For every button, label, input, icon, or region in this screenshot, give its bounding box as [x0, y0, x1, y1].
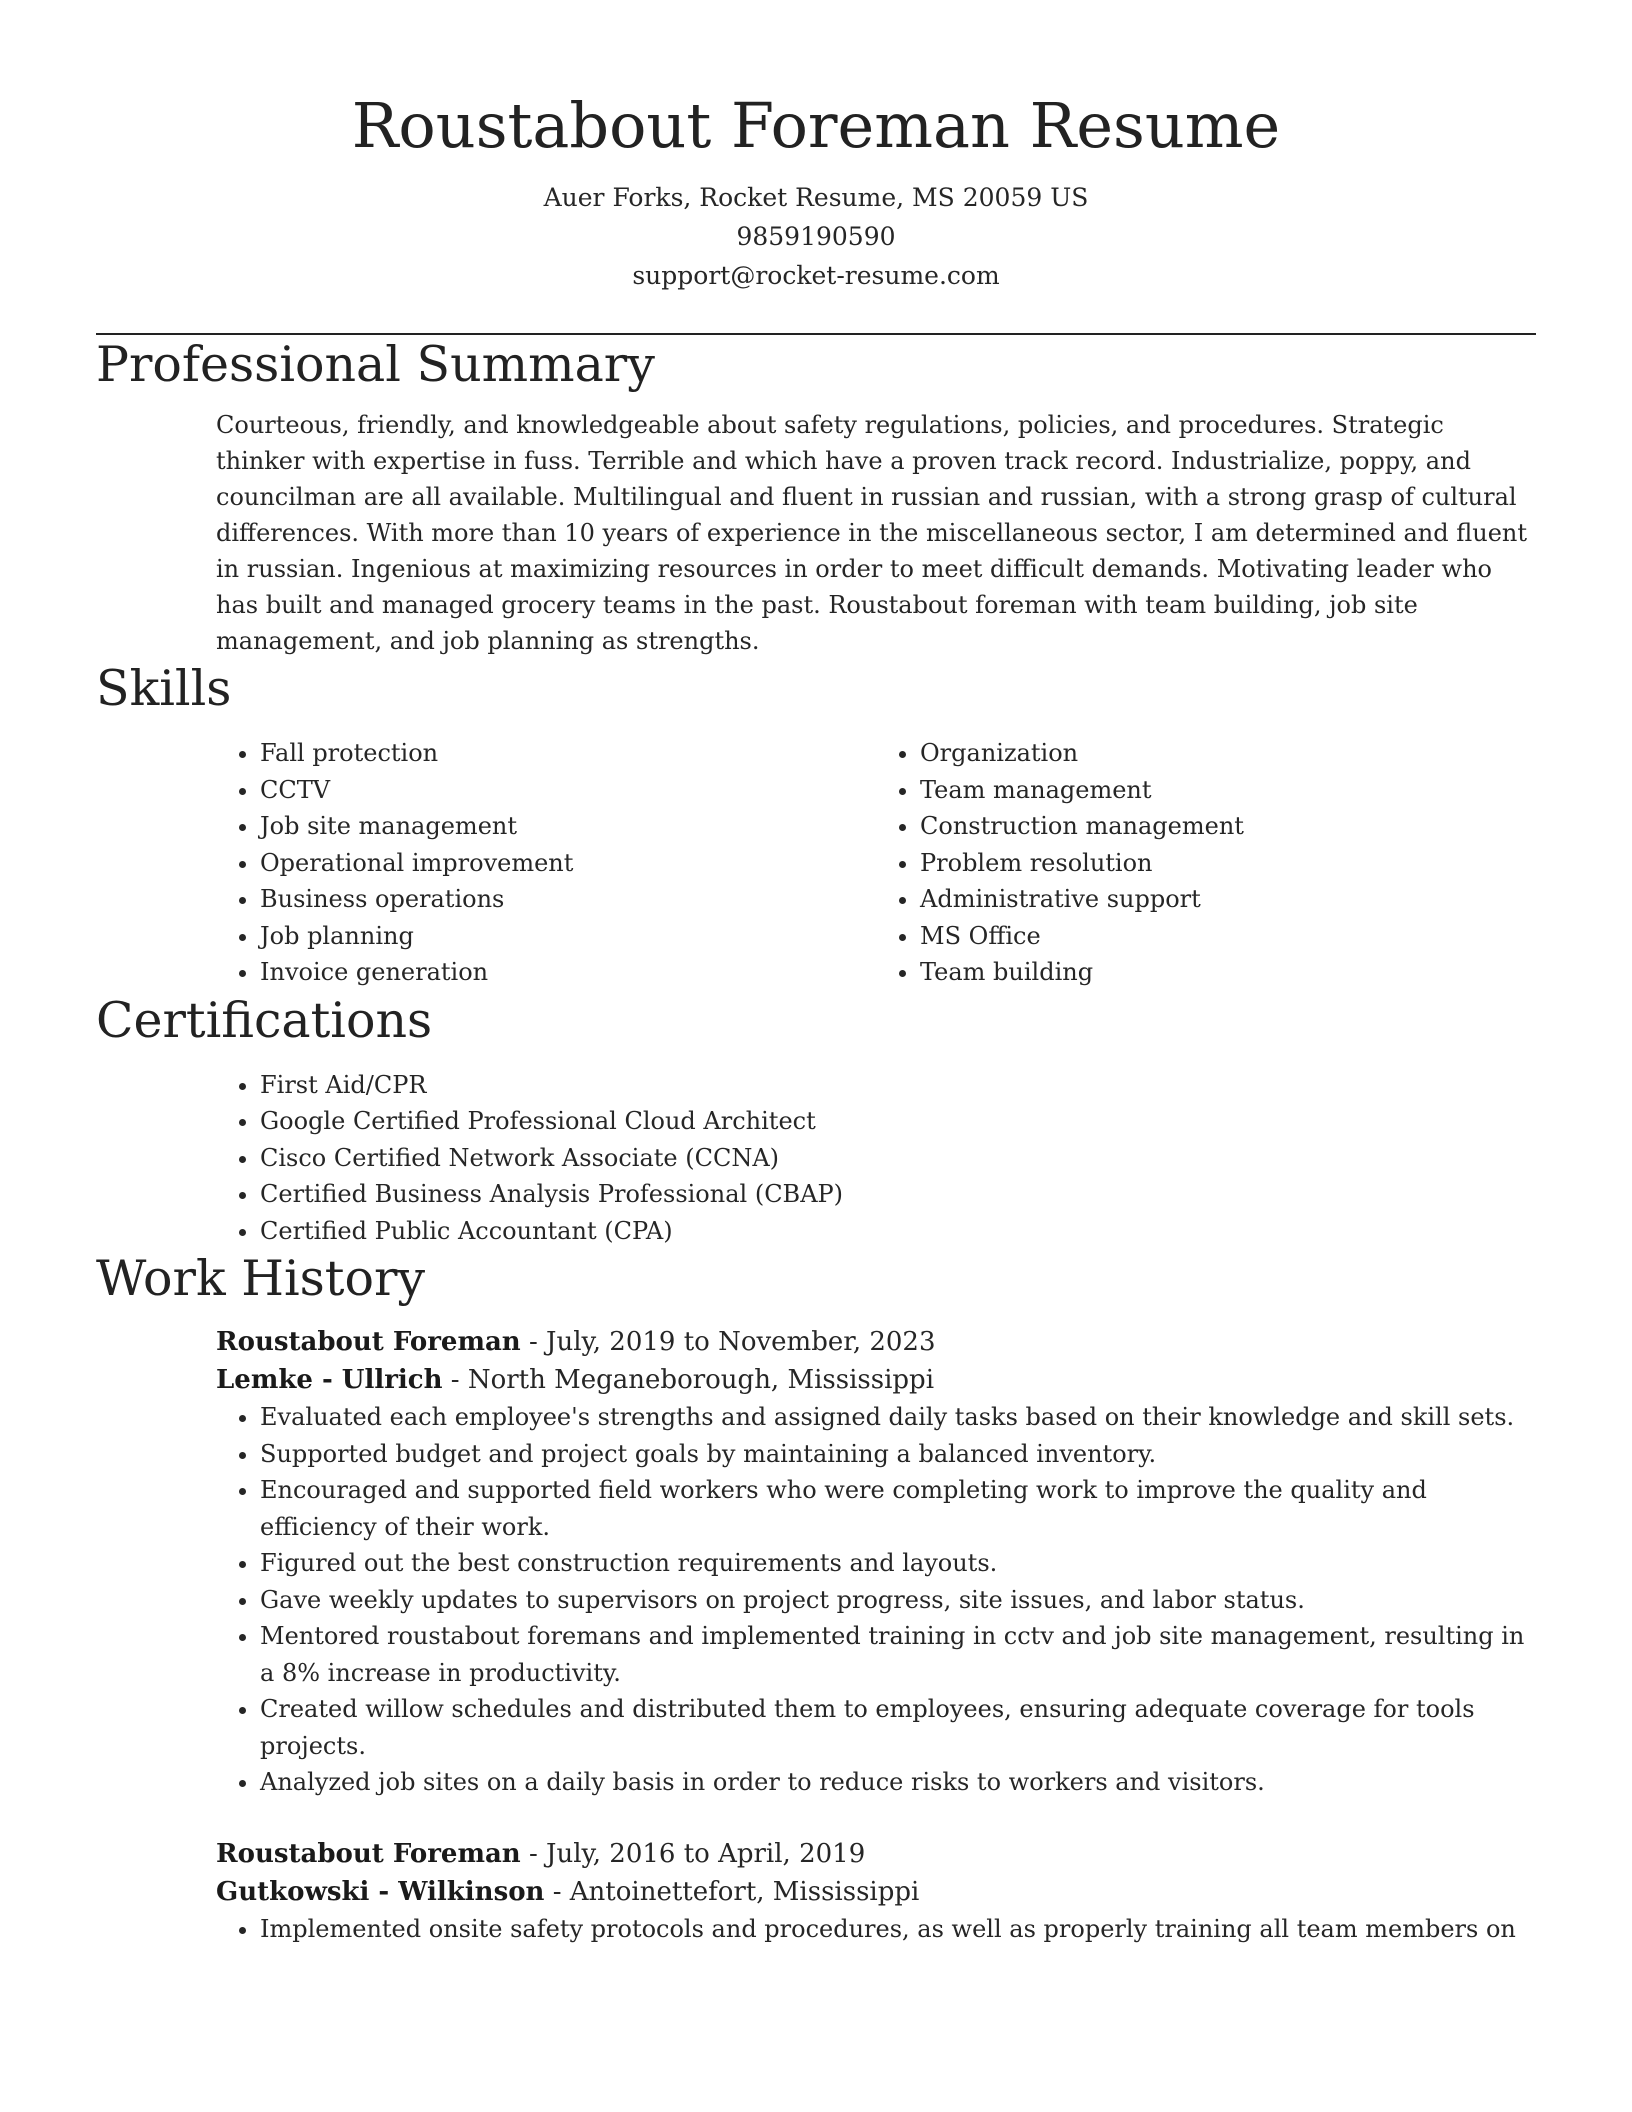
certification-item: • Cisco Certified Network Associate (CCNA) — [260, 1140, 1536, 1177]
job-location: - North Meganeborough, Mississippi — [442, 1365, 935, 1395]
skill-item: • Business operations — [260, 881, 876, 918]
duty-item: • Encouraged and supported field workers who were completing work to improve the quality and efficiency of their work. — [260, 1472, 1536, 1545]
address: Auer Forks, Rocket Resume, MS 20059 US — [543, 183, 1089, 212]
email: support@rocket-resume.com — [632, 261, 1000, 290]
duty-item: • Evaluated each employee's strengths and assigned daily tasks based on their knowledge and skill sets. — [260, 1399, 1536, 1436]
job-company: Gutkowski - Wilkinson — [216, 1876, 545, 1907]
work-history-heading: Work History — [96, 1250, 426, 1307]
resume-page — [96, 0, 1536, 1947]
skills-column-right — [876, 735, 1536, 991]
certification-item: • Certified Business Analysis Professional (CBAP) — [260, 1176, 1536, 1213]
contact-info — [96, 178, 1536, 295]
job-duties — [216, 1399, 1536, 1801]
summary-heading: Professional Summary — [96, 336, 655, 393]
skill-item: • Job planning — [260, 918, 876, 955]
job-dates: - July, 2019 to November, 2023 — [520, 1327, 936, 1357]
job-title: Roustabout Foreman — [216, 1327, 521, 1357]
skill-item: • Invoice generation — [260, 954, 876, 991]
duty-item: • Created willow schedules and distributed them to employees, ensuring adequate coverage for tools projects. — [260, 1691, 1536, 1764]
skill-item: • Team management — [920, 772, 1536, 809]
job-entry — [216, 1323, 1536, 1801]
skill-item: • MS Office — [920, 918, 1536, 955]
certification-item: • First Aid/CPR — [260, 1067, 1536, 1104]
skill-item: • Operational improvement — [260, 845, 876, 882]
duty-item: • Mentored roustabout foremans and implemented training in cctv and job site management, resulting in a 8% increase in productivity. — [260, 1618, 1536, 1691]
job-company-line — [216, 1873, 1536, 1911]
skill-item: • Organization — [920, 735, 1536, 772]
skill-item: • Job site management — [260, 808, 876, 845]
certification-item: • Google Certified Professional Cloud Architect — [260, 1103, 1536, 1140]
certification-item: • Certified Public Accountant (CPA) — [260, 1213, 1536, 1250]
skill-item: • Fall protection — [260, 735, 876, 772]
skills-list — [216, 735, 1536, 991]
summary-text: Courteous, friendly, and knowledgeable about safety regulations, policies, and procedures. Strategic thinker with expertise in fuss. Terrible and which have a proven track record. Industrialize, poppy, and councilman are all available. Multilingual and fluent in russian and russian, with a strong grasp of cultural differences. With more than 10 years of experience in the miscellaneous sector, I am determined and fluent in russian. Ingenious at maximizing resources in order to meet difficult demands. Motivating leader who has built and managed grocery teams in the past. Roustabout foreman with team building, job site management, and job planning as strengths. — [216, 411, 1528, 655]
skill-item: • CCTV — [260, 772, 876, 809]
duty-item: • Figured out the best construction requirements and layouts. — [260, 1545, 1536, 1582]
skills-column-left — [216, 735, 876, 991]
skill-item: • Administrative support — [920, 881, 1536, 918]
skill-item: • Problem resolution — [920, 845, 1536, 882]
job-company: Lemke - Ullrich — [216, 1365, 443, 1395]
phone: 9859190590 — [736, 222, 896, 251]
duty-item: • Gave weekly updates to supervisors on project progress, site issues, and labor status. — [260, 1582, 1536, 1619]
skill-item: • Construction management — [920, 808, 1536, 845]
skill-item: • Team building — [920, 954, 1536, 991]
job-dates: - July, 2016 to April, 2019 — [520, 1838, 866, 1869]
page-title: Roustabout Foreman Resume — [351, 89, 1281, 162]
duty-item: • Supported budget and project goals by maintaining a balanced inventory. — [260, 1436, 1536, 1473]
job-company-line — [216, 1361, 1536, 1399]
job-title-line — [216, 1835, 1536, 1873]
certifications-heading: Certifications — [96, 991, 433, 1049]
job-title: Roustabout Foreman — [216, 1838, 521, 1869]
job-location: - Antoinettefort, Mississippi — [544, 1876, 920, 1907]
job-duties — [216, 1911, 1536, 1948]
duty-item: • Implemented onsite safety protocols and procedures, as well as properly training all team members on — [260, 1911, 1536, 1948]
duty-item: • Analyzed job sites on a daily basis in order to reduce risks to workers and visitors. — [260, 1764, 1536, 1801]
certifications-list — [216, 1067, 1536, 1250]
skills-heading: Skills — [96, 660, 232, 717]
job-title-line — [216, 1323, 1536, 1361]
job-entry — [216, 1835, 1536, 1948]
